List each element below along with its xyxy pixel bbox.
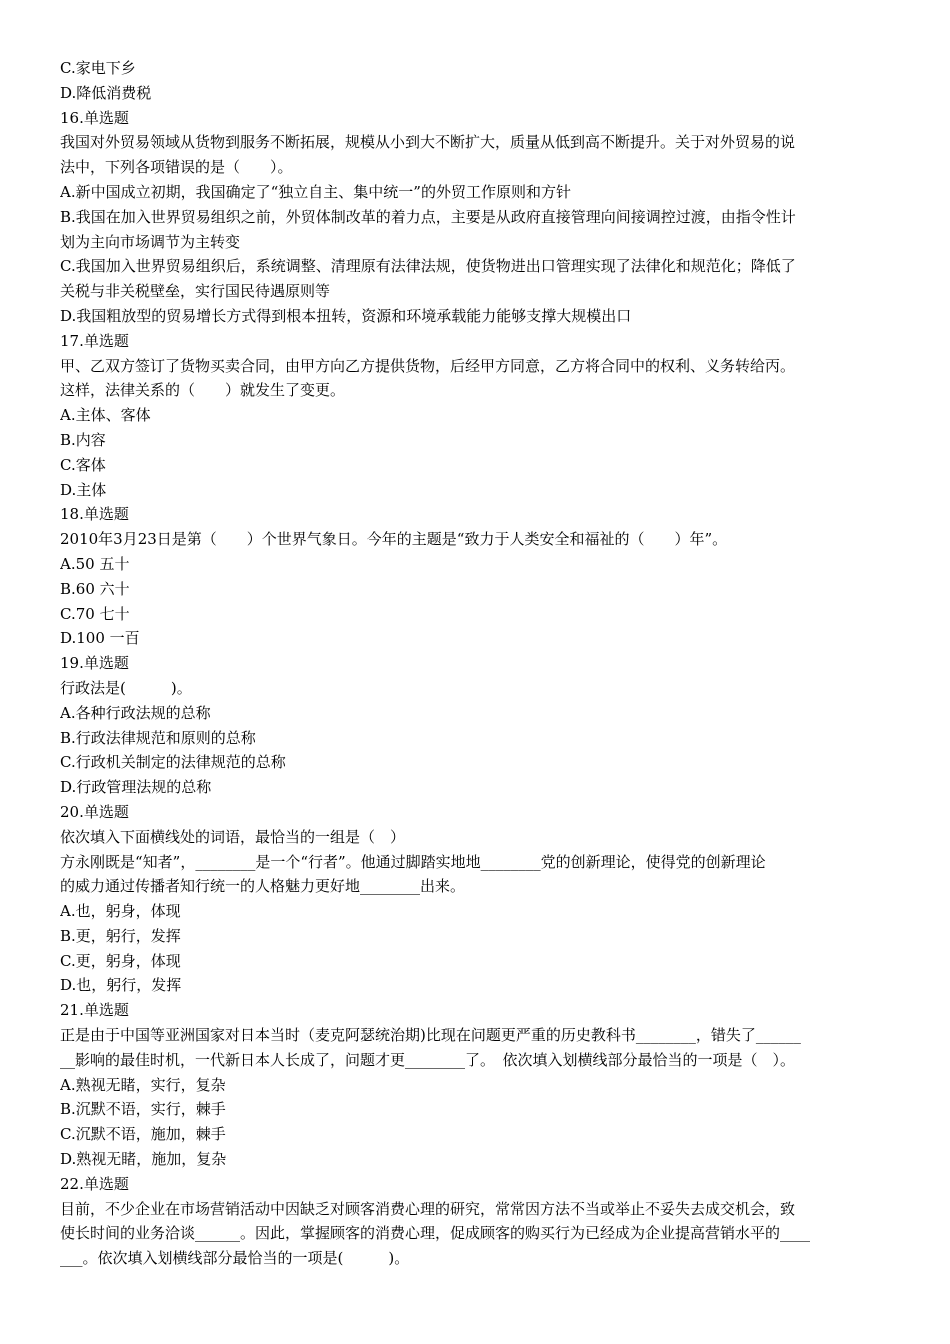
text-line: C.我国加入世界贸易组织后，系统调整、清理原有法律法规，使货物进出口管理实现了法律化和规范化；降低了: [60, 257, 796, 276]
text-line: B.更，躬行，发挥: [60, 926, 181, 945]
text-line: D.100 一百: [60, 629, 140, 648]
text-line: 使长时间的业务洽谈______。因此，掌握顾客的消费心理，促成顾客的购买行为已经成为企业提高营销水平的____: [60, 1224, 811, 1243]
text-line: C.行政机关制定的法律规范的总称: [60, 753, 286, 772]
text-line: B.沉默不语，实行，棘手: [60, 1100, 226, 1119]
text-line: C.客体: [60, 455, 106, 474]
text-line: B.行政法律规范和原则的总称: [60, 728, 256, 747]
text-line: C.家电下乡: [60, 59, 136, 77]
text-line: 的威力通过传播者知行统一的人格魅力更好地________出来。: [60, 877, 466, 896]
text-line: D.也，躬行，发挥: [60, 976, 182, 995]
text-line: 依次填入下面横线处的词语，最恰当的一组是（ ）: [60, 827, 406, 846]
text-line: A.也，躬身，体现: [60, 902, 181, 921]
text-line: 方永刚既是“知者”，________是一个“行者”。他通过脚踏实地地________党的创新理论，使得党的创新理论: [60, 852, 766, 871]
text-line: 20.单选题: [60, 802, 129, 821]
text-line: 21.单选题: [60, 1001, 129, 1020]
text-line: A.熟视无睹，实行，复杂: [60, 1075, 226, 1094]
text-line: D.熟视无睹，施加，复杂: [60, 1150, 227, 1169]
text-line: __影响的最佳时机，一代新日本人长成了，问题才更________了。 依次填入划横线部分最恰当的一项是（ ）。: [60, 1050, 796, 1069]
text-line: 我国对外贸易领域从货物到服务不断拓展，规模从小到大不断扩大，质量从低到高不断提升。关于对外贸易的说: [60, 133, 796, 152]
text-line: C.沉默不语，施加，棘手: [60, 1125, 226, 1144]
text-line: 22.单选题: [60, 1174, 129, 1193]
text-line: 这样，法律关系的（ ）就发生了变更。: [60, 381, 346, 400]
text-line: A.主体、客体: [60, 406, 151, 425]
text-line: 19.单选题: [60, 654, 129, 673]
text-line: A.新中国成立初期，我国确定了“独立自主、集中统一”的外贸工作原则和方针: [60, 182, 571, 201]
text-line: 划为主向市场调节为主转变: [60, 232, 241, 251]
text-line: C.70 七十: [60, 604, 130, 623]
text-line: 正是由于中国等亚洲国家对日本当时（麦克阿瑟统治期)比现在问题更严重的历史教科书________，错失了______: [60, 1026, 801, 1045]
text-line: 法中，下列各项错误的是（ ）。: [60, 158, 293, 177]
text-line: D.主体: [60, 480, 107, 499]
text-line: B.我国在加入世界贸易组织之前，外贸体制改革的着力点，主要是从政府直接管理向间接调控过渡，由指令性计: [60, 207, 796, 226]
text-line: B.60 六十: [60, 579, 130, 598]
text-line: D.行政管理法规的总称: [60, 778, 212, 797]
text-line: ___。依次填入划横线部分最恰当的一项是( )。: [60, 1249, 410, 1268]
text-line: 行政法是( )。: [60, 678, 192, 697]
question-text-block: [60, 56, 888, 1271]
text-line: 2010年3月23日是第（ ）个世界气象日。今年的主题是“致力于人类安全和福祉的（ ）年”。: [60, 530, 728, 549]
text-line: 16.单选题: [60, 108, 129, 127]
text-line: 关税与非关税壁垒，实行国民待遇原则等: [60, 282, 331, 301]
text-line: 甲、乙双方签订了货物买卖合同，由甲方向乙方提供货物，后经甲方同意，乙方将合同中的权利、义务转给丙。: [60, 356, 796, 375]
text-line: 18.单选题: [60, 505, 129, 524]
text-line: A.50 五十: [60, 554, 130, 573]
text-line: D.降低消费税: [60, 83, 152, 102]
text-line: B.内容: [60, 430, 106, 449]
text-line: 目前，不少企业在市场营销活动中因缺乏对顾客消费心理的研究，常常因方法不当或举止不妥失去成交机会，致: [60, 1199, 796, 1218]
text-line: 17.单选题: [60, 331, 129, 350]
text-line: A.各种行政法规的总称: [60, 703, 211, 722]
text-line: C.更，躬身，体现: [60, 951, 181, 970]
text-line: D.我国粗放型的贸易增长方式得到根本扭转，资源和环境承载能力能够支撑大规模出口: [60, 306, 632, 325]
